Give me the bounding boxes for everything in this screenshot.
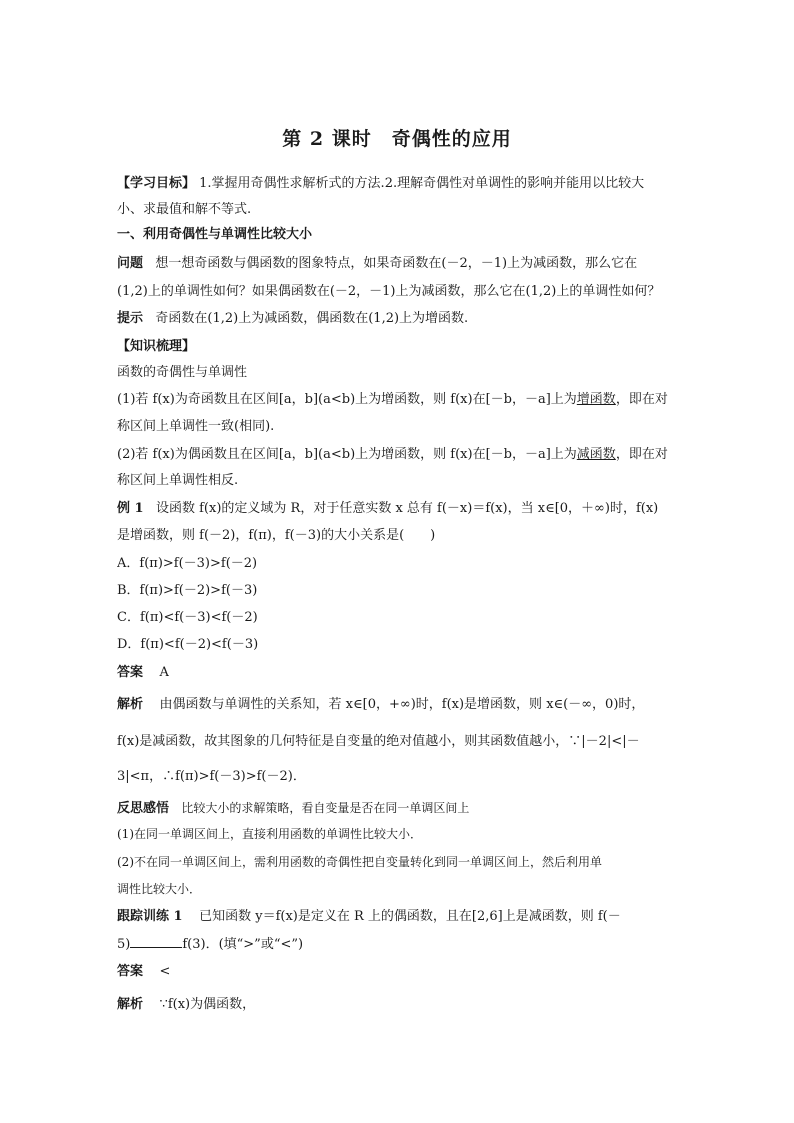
answer-label: 答案 <box>117 665 144 680</box>
exercise1-line2 <box>117 935 680 954</box>
example1-text: 设函数 f(x)的定义域为 R，对于任意实数 x 总有 f(－x)＝f(x)，当 x∈[0，＋∞)时，f(x) <box>155 501 659 516</box>
exercise1-text: 已知函数 y＝f(x)是定义在 R 上的偶函数，且在[2,6]上是减函数，则 f(－ <box>199 909 621 924</box>
item2-line2: 称区间上单调性相反. <box>117 473 239 488</box>
reflection-text: 比较大小的求解策略，看自变量是否在同一单调区间上 <box>181 801 470 815</box>
item1-pre: (1)若 f(x)为奇函数且在区间[a，b](a<b)上为增函数，则 f(x)在[－b，－a]上为 <box>117 392 577 407</box>
answer-value: A <box>159 665 169 680</box>
reflection-label: 反思感悟 <box>117 801 170 816</box>
reflection-line1: (1)在同一单调区间上，直接利用函数的单调性比较大小． <box>117 827 423 841</box>
example1-analysis-line3: 3|<π，∴f(π)>f(－3)>f(－2)． <box>117 769 306 784</box>
hint-label: 提示 <box>117 311 144 326</box>
example1-answer <box>117 664 680 682</box>
example1-line1 <box>117 500 680 518</box>
fill-blank[interactable] <box>130 935 182 948</box>
item1-key: 增函数 <box>576 392 616 407</box>
option-b: B．f(π)>f(－2)>f(－3) <box>117 583 258 598</box>
item2-pre: (2)若 f(x)为偶函数且在区间[a，b](a<b)上为增函数，则 f(x)在[－b，－a]上为 <box>117 447 577 462</box>
learning-goals-line1 <box>117 175 680 193</box>
option-d: D．f(π)<f(－2)<f(－3) <box>117 637 259 652</box>
knowledge-heading: 函数的奇偶性与单调性 <box>117 365 248 380</box>
analysis-label: 解析 <box>117 697 144 712</box>
item1-line2: 称区间上单调性一致(相同). <box>117 419 275 434</box>
item1-line1 <box>117 391 680 409</box>
question-line2: (1,2)上的单调性如何？如果偶函数在(－2，－1)上为减函数，那么它在(1,2)上的单调性如何？ <box>117 284 661 299</box>
item2-key: 减函数 <box>576 447 616 462</box>
example1-analysis-line1 <box>117 696 680 714</box>
item1-post: ，即在对 <box>615 392 668 407</box>
question-label: 问题 <box>117 256 144 271</box>
learning-goals-text: 1.掌握用奇偶性求解析式的方法.2.理解奇偶性对单调性的影响并能用以比较大 <box>199 176 645 191</box>
item2-line1 <box>117 446 680 464</box>
exercise1-analysis-text: ∵f(x)为偶函数， <box>159 997 256 1012</box>
exercise1-line1 <box>117 908 680 926</box>
exercise1-answer <box>117 963 680 981</box>
exercise1-line2-pre: 5) <box>117 937 131 952</box>
reflection-line2: (2)不在同一单调区间上，需利用函数的奇偶性把自变量转化到同一单调区间上，然后利用单 <box>117 855 603 869</box>
option-c: C．f(π)<f(－3)<f(－2) <box>117 610 258 625</box>
option-a: A．f(π)>f(－3)>f(－2) <box>117 556 258 571</box>
question-line1 <box>117 255 680 273</box>
exercise1-analysis <box>117 996 680 1014</box>
lesson-title: 第 2 课时 奇偶性的应用 <box>282 128 512 150</box>
hint-text: 奇函数在(1,2)上为减函数，偶函数在(1,2)上为增函数. <box>155 311 469 326</box>
exercise1-answer-value: < <box>159 964 171 979</box>
section-heading-1: 一、利用奇偶性与单调性比较大小 <box>117 227 313 242</box>
exercise1-line2-post: f(3)．(填“>”或“<”) <box>182 937 304 952</box>
hint-line <box>117 310 680 328</box>
learning-goals-line2: 小、求最值和解不等式. <box>117 202 252 217</box>
question-text: 想一想奇函数与偶函数的图象特点，如果奇函数在(－2，－1)上为减函数，那么它在 <box>155 256 638 271</box>
knowledge-label: 【知识梳理】 <box>117 339 196 354</box>
reflection-heading <box>117 799 680 818</box>
example1-analysis-line2: f(x)是减函数，故其图象的几何特征是自变量的绝对值越小，则其函数值越小，∵|－2|<|－ <box>117 734 640 749</box>
example1-line2: 是增函数，则 f(－2)，f(π)，f(－3)的大小关系是( ) <box>117 528 436 543</box>
example1-label: 例 1 <box>117 501 144 516</box>
exercise1-analysis-label: 解析 <box>117 997 144 1012</box>
reflection-line3: 调性比较大小． <box>117 882 202 896</box>
item2-post: ，即在对 <box>615 447 668 462</box>
exercise1-label: 跟踪训练 1 <box>117 909 183 924</box>
learning-goals-label: 【学习目标】 <box>117 176 196 191</box>
exercise1-answer-label: 答案 <box>117 964 144 979</box>
analysis-text: 由偶函数与单调性的关系知，若 x∈[0，+∞)时，f(x)是增函数，则 x∈(－∞，0)时， <box>159 697 645 712</box>
